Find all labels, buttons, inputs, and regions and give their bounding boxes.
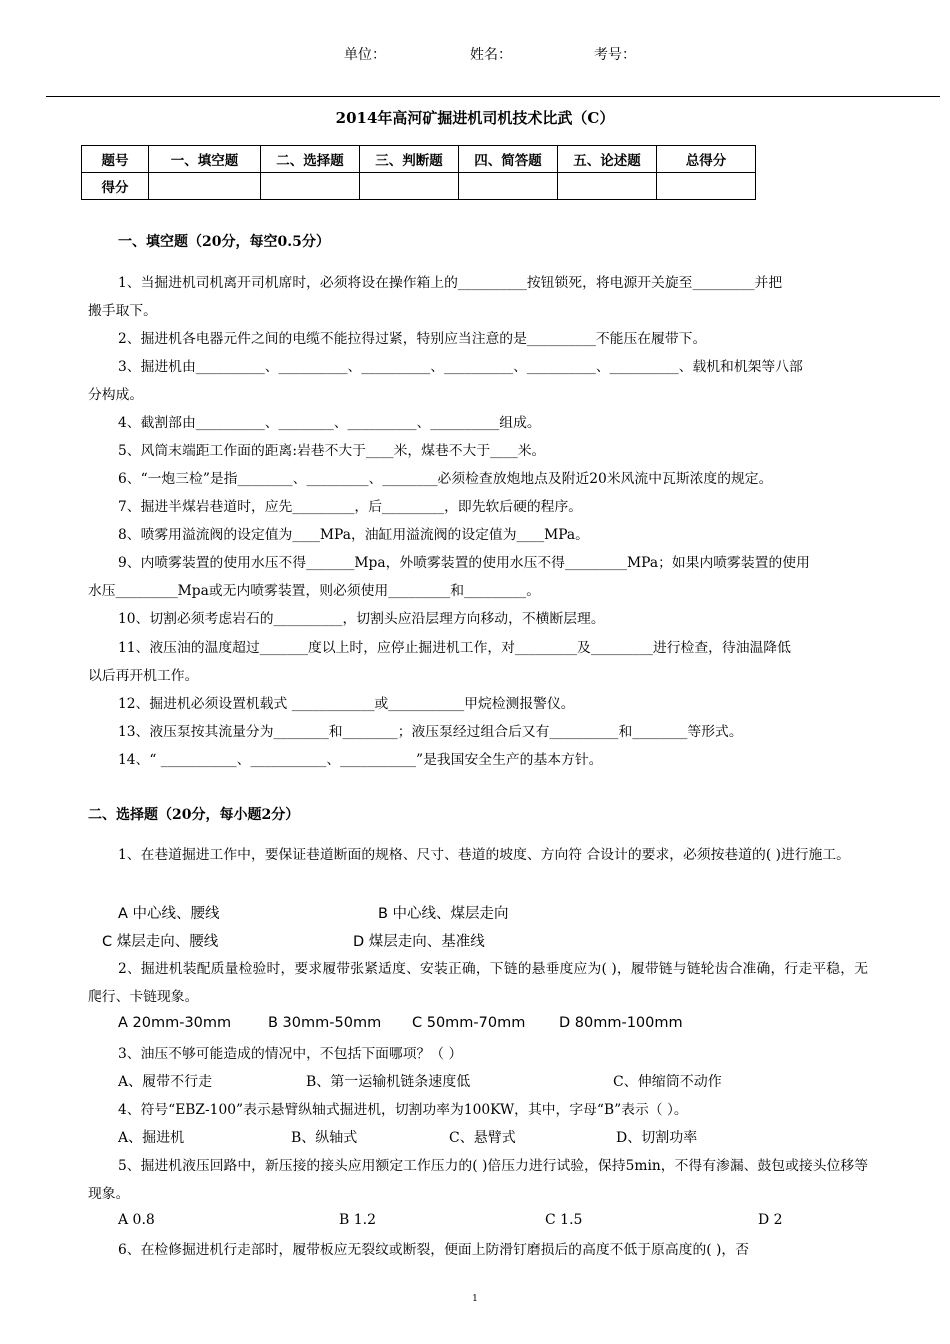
fill-line: 2、掘进机各电器元件之间的电缆不能拉得过紧，特别应当注意的是__________不能压在履带下。 <box>118 331 707 347</box>
score-cell <box>360 173 459 200</box>
fill-line: 14、“ ___________、___________、___________”是我国安全生产的基本方针。 <box>118 752 603 768</box>
q1-option-b: B 中心线、煤层走向 <box>378 906 509 922</box>
name-label: 姓名： <box>470 47 512 63</box>
q4-option-d: D、切割功率 <box>616 1130 698 1146</box>
score-table <box>81 145 756 200</box>
question-4: 4、符号“EBZ-100”表示悬臂纵轴式掘进机，切割功率为100KW，其中，字母“B”表示（ ）。 <box>118 1102 688 1118</box>
q4-option-a: A、掘进机 <box>118 1130 185 1146</box>
table-cell: 五、论述题 <box>558 146 657 173</box>
table-cell: 二、选择题 <box>261 146 360 173</box>
q2-option-a: A 20mm-30mm <box>118 1015 232 1031</box>
table-cell: 总得分 <box>657 146 756 173</box>
table-cell: 得分 <box>82 173 149 200</box>
fill-line: 分构成。 <box>88 387 144 403</box>
fill-line: 7、掘进半煤岩巷道时，应先_________，后_________，即先软后硬的程序。 <box>118 499 583 515</box>
fill-line: 12、掘进机必须设置机载式 ____________或___________甲烷检测报警仪。 <box>118 696 575 712</box>
unit-label: 单位： <box>344 47 386 63</box>
table-cell: 一、填空题 <box>149 146 261 173</box>
q4-option-b: B、纵轴式 <box>291 1130 358 1146</box>
fill-line: 13、液压泵按其流量分为________和________；液压泵经过组合后又有__________和________等形式。 <box>118 724 743 740</box>
fill-line: 搬手取下。 <box>88 303 157 319</box>
fill-line: 11、液压油的温度超过_______度以上时，应停止掘进机工作，对_________及_________进行检查，待油温降低 <box>118 640 791 656</box>
q5-option-a: A 0.8 <box>118 1212 155 1228</box>
q5-option-b: B 1.2 <box>339 1212 377 1228</box>
q1-option-d: D 煤层走向、基准线 <box>353 934 485 950</box>
q2-option-d: D 80mm-100mm <box>559 1015 683 1031</box>
fill-line: 9、内喷雾装置的使用水压不得_______Mpa，外喷雾装置的使用水压不得_________MPa；如果内喷雾装置的使用 <box>118 555 810 571</box>
fill-line: 8、喷雾用溢流阀的设定值为____MPa，油缸用溢流阀的设定值为____MPa。 <box>118 527 589 543</box>
section1-heading: 一、填空题（20分，每空0.5分） <box>118 234 330 250</box>
q5-option-c: C 1.5 <box>545 1212 583 1228</box>
score-cell <box>558 173 657 200</box>
table-cell: 四、简答题 <box>459 146 558 173</box>
fill-line: 6、“一炮三检”是指________、_________、________必须检查放炮地点及附近20米风流中瓦斯浓度的规定。 <box>118 471 773 487</box>
fill-line: 水压_________Mpa或无内喷雾装置，则必须使用_________和_________。 <box>88 583 540 599</box>
question-6: 6、在检修掘进机行走部时，履带板应无裂纹或断裂，便面上防滑钉磨损后的高度不低于原高度的( )，否 <box>118 1242 749 1258</box>
fill-line: 10、切割必须考虑岩石的__________，切割头应沿层理方向移动，不横断层理。 <box>118 611 605 627</box>
fill-line: 5、风筒末端距工作面的距离:岩巷不大于____米，煤巷不大于____米。 <box>118 443 546 459</box>
q2-option-b: B 30mm-50mm <box>268 1015 382 1031</box>
page-number: 1 <box>472 1294 478 1304</box>
score-cell <box>149 173 261 200</box>
score-cell <box>261 173 360 200</box>
fill-line: 4、截割部由__________、________、__________、__________组成。 <box>118 415 541 431</box>
score-cell <box>657 173 756 200</box>
score-table-score-row <box>82 173 756 200</box>
q3-option-a: A、履带不行走 <box>118 1074 213 1090</box>
exam-no-label: 考号： <box>594 47 636 63</box>
score-table-header-row <box>82 146 756 173</box>
q1-option-c: C 煤层走向、腰线 <box>102 934 219 950</box>
question-5: 5、掘进机液压回路中，新压接的接头应用额定工作压力的( )倍压力进行试验，保持5min，不得有渗漏、鼓包或接头位移等现象。 <box>88 1158 868 1202</box>
q2-option-c: C 50mm-70mm <box>412 1015 526 1031</box>
table-cell: 题号 <box>82 146 149 173</box>
exam-title: 2014年高河矿掘进机司机技术比武（C） <box>335 109 615 127</box>
question-1: 1、在巷道掘进工作中，要保证巷道断面的规格、尺寸、巷道的坡度、方向符 合设计的要求，必须按巷道的( )进行施工。 <box>118 847 850 863</box>
q4-option-c: C、悬臂式 <box>449 1130 516 1146</box>
question-3: 3、油压不够可能造成的情况中，不包括下面哪项？（ ） <box>118 1046 463 1062</box>
score-cell <box>459 173 558 200</box>
q1-option-a: A 中心线、腰线 <box>118 906 220 922</box>
q5-option-d: D 2 <box>758 1212 783 1228</box>
fill-line: 以后再开机工作。 <box>88 668 199 684</box>
q3-option-c: C、伸缩筒不动作 <box>613 1074 722 1090</box>
fill-line: 1、当掘进机司机离开司机席时，必须将设在操作箱上的__________按钮锁死，将电源开关旋至_________并把 <box>118 275 783 291</box>
q3-option-b: B、第一运输机链条速度低 <box>306 1074 471 1090</box>
question-2: 2、掘进机装配质量检验时，要求履带张紧适度、安装正确，下链的悬垂度应为( )，履带链与链轮齿合准确，行走平稳，无爬行、卡链现象。 <box>88 961 868 1005</box>
section2-heading: 二、选择题（20分，每小题2分） <box>88 807 300 823</box>
table-cell: 三、判断题 <box>360 146 459 173</box>
fill-line: 3、掘进机由__________、__________、__________、__________、__________、__________、载机和机架等八部 <box>118 359 803 375</box>
header-rule <box>46 96 940 97</box>
